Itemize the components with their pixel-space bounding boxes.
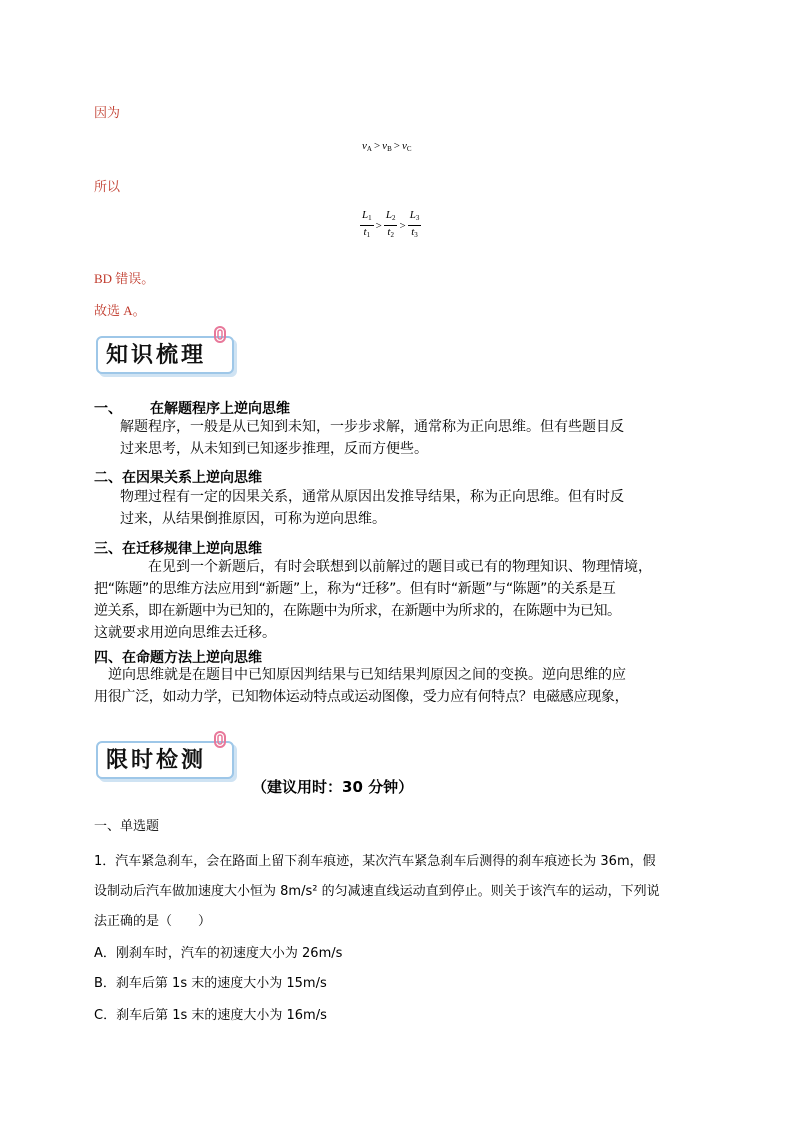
paperclip-icon	[212, 326, 228, 344]
section-4-line-1: 逆向思维就是在题目中已知原因判结果与已知结果判原因之间的变换。逆向思维的应	[108, 667, 626, 683]
ratio-2: $\frac{L_2}{t_2}$	[385, 209, 396, 239]
knowledge-banner-title: 知识梳理	[106, 343, 207, 368]
section-1-line-1: 解题程序，一般是从已知到未知，一步步求解，通常称为正向思维。但有些题目反	[120, 419, 624, 435]
option-a: A．刚刹车时，汽车的初速度大小为 26m/s	[94, 946, 343, 961]
section-3-line-2: 把“陈题”的思维方法应用到“新题”上，称为“迁移”。但有时“新题”与“陈题”的关系是互	[94, 581, 616, 597]
test-banner	[92, 735, 234, 779]
section-4-heading: 四、在命题方法上逆向思维	[94, 650, 262, 666]
question-1-line-2: 设制动后汽车做加速度大小恒为 8m/s² 的匀减速直线运动直到停止。则关于该汽车的运动，下列说	[94, 884, 660, 899]
ratio-3: $\frac{L_3}{t_3}$	[409, 209, 420, 239]
question-1-line-1: 1．汽车紧急刹车，会在路面上留下刹车痕迹，某次汽车紧急刹车后测得的刹车痕迹长为 36m，假	[94, 854, 656, 869]
ratio-1: $\frac{L_1}{t_1}$	[362, 209, 372, 239]
v-a: $v_A$	[362, 140, 372, 153]
bd-wrong-text: BD 错误。	[94, 271, 155, 286]
section-3-heading: 三、在迁移规律上逆向思维	[94, 541, 262, 557]
choose-a-text: 故选 A。	[94, 303, 146, 318]
velocity-inequality: $v_A > v_B > v_C$	[362, 140, 412, 153]
section-3-line-3: 逆关系，即在新题中为已知的，在陈题中为所求，在新题中为所求的，在陈题中为已知。	[94, 603, 621, 619]
section-3-line-1: 在见到一个新题后，有时会联想到以前解过的题目或已有的物理知识、物理情境，	[148, 559, 652, 575]
section-2-line-2: 过来，从结果倒推原因，可称为逆向思维。	[120, 511, 386, 527]
question-1-line-3: 法正确的是（ ）	[94, 914, 212, 929]
paperclip-icon	[212, 731, 228, 749]
section-1-heading: 一、 在解题程序上逆向思维	[94, 401, 290, 417]
section-3-line-4: 这就要求用逆向思维去迁移。	[94, 625, 276, 641]
section-2-heading: 二、在因果关系上逆向思维	[94, 470, 262, 486]
ratio-inequality: $\frac{L_1}{t_1}$ > $\frac{L_2}{t_2}$ > $\frac{L_3}{t_3}$	[360, 209, 421, 242]
v-c: $v_C$	[401, 140, 412, 153]
section-2-line-1: 物理过程有一定的因果关系，通常从原因出发推导结果，称为正向思维。但有时反	[120, 489, 624, 505]
section-1-line-2: 过来思考，从未知到已知逐步推理，反而方便些。	[120, 441, 428, 457]
suggested-time: （建议用时：30 分钟）	[252, 778, 414, 796]
section-single-choice: 一、单选题	[94, 819, 160, 834]
option-b: B．刹车后第 1s 末的速度大小为 15m/s	[94, 976, 327, 991]
section-4-line-2: 用很广泛，如动力学，已知物体运动特点或运动图像，受力应有何特点？电磁感应现象，	[94, 689, 629, 705]
because-label: 因为	[94, 105, 121, 120]
test-banner-title: 限时检测	[106, 748, 207, 773]
option-c: C．刹车后第 1s 末的速度大小为 16m/s	[94, 1008, 327, 1023]
v-b: $v_B$	[382, 140, 392, 153]
knowledge-banner	[92, 330, 234, 374]
so-label: 所以	[94, 179, 121, 194]
